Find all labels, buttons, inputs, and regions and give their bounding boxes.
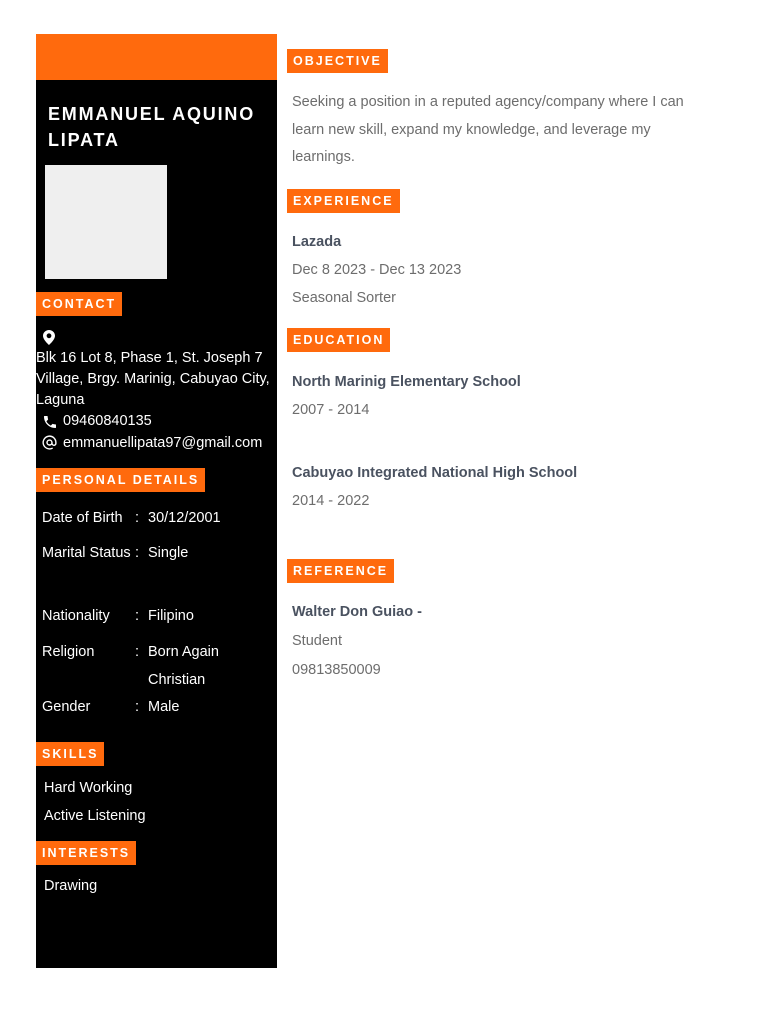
personal-value: 30/12/2001: [148, 510, 221, 526]
reference-phone: 09813850009: [292, 662, 381, 678]
objective-heading: OBJECTIVE: [287, 49, 388, 73]
personal-label: Marital Status: [42, 545, 131, 561]
experience-heading: EXPERIENCE: [287, 189, 400, 213]
interest-item: Drawing: [44, 878, 98, 894]
personal-colon: :: [135, 644, 140, 660]
skills-heading: SKILLS: [36, 742, 104, 766]
location-pin-icon: [43, 330, 55, 350]
education-school: North Marinig Elementary School: [292, 374, 521, 390]
sidebar-accent-bar: [36, 34, 277, 80]
profile-photo: [45, 165, 167, 279]
skill-item: Active Listening: [44, 808, 146, 824]
personal-colon: :: [135, 510, 140, 526]
personal-value: Male: [148, 699, 180, 715]
personal-value: Born Again Christian: [148, 644, 219, 688]
personal-colon: :: [135, 608, 140, 624]
phone-icon: [42, 414, 58, 435]
contact-address: Blk 16 Lot 8, Phase 1, St. Joseph 7 Village, Brgy. Marinig, Cabuyao City, Laguna: [36, 350, 270, 408]
personal-label: Nationality: [42, 608, 110, 624]
interests-heading: INTERESTS: [36, 841, 136, 865]
experience-company: Lazada: [292, 234, 342, 250]
personal-label: Gender: [42, 699, 91, 715]
experience-role: Seasonal Sorter: [292, 290, 396, 306]
contact-heading: CONTACT: [36, 292, 122, 316]
at-sign-icon: [41, 434, 58, 456]
reference-role: Student: [292, 633, 342, 649]
candidate-name: EMMANUEL AQUINO LIPATA: [48, 104, 255, 150]
contact-email: emmanuellipata97@gmail.com: [63, 435, 263, 451]
reference-heading: REFERENCE: [287, 559, 394, 583]
education-school: Cabuyao Integrated National High School: [292, 465, 578, 481]
personal-label: Religion: [42, 644, 95, 660]
sidebar: [36, 34, 277, 968]
personal-value: Single: [148, 545, 189, 561]
education-years: 2007 - 2014: [292, 402, 370, 418]
personal-value: Filipino: [148, 608, 194, 624]
education-years: 2014 - 2022: [292, 493, 370, 509]
personal-colon: :: [135, 545, 140, 561]
reference-name: Walter Don Guiao -: [292, 604, 422, 620]
education-heading: EDUCATION: [287, 328, 390, 352]
personal-details-heading: PERSONAL DETAILS: [36, 468, 205, 492]
experience-dates: Dec 8 2023 - Dec 13 2023: [292, 262, 462, 278]
personal-label: Date of Birth: [42, 510, 123, 526]
personal-colon: :: [135, 699, 140, 715]
contact-phone: 09460840135: [63, 413, 152, 429]
skill-item: Hard Working: [44, 780, 133, 796]
objective-text: Seeking a position in a reputed agency/company where I can learn new skill, expand my knowledge, and leverage my learnings.: [292, 94, 684, 165]
